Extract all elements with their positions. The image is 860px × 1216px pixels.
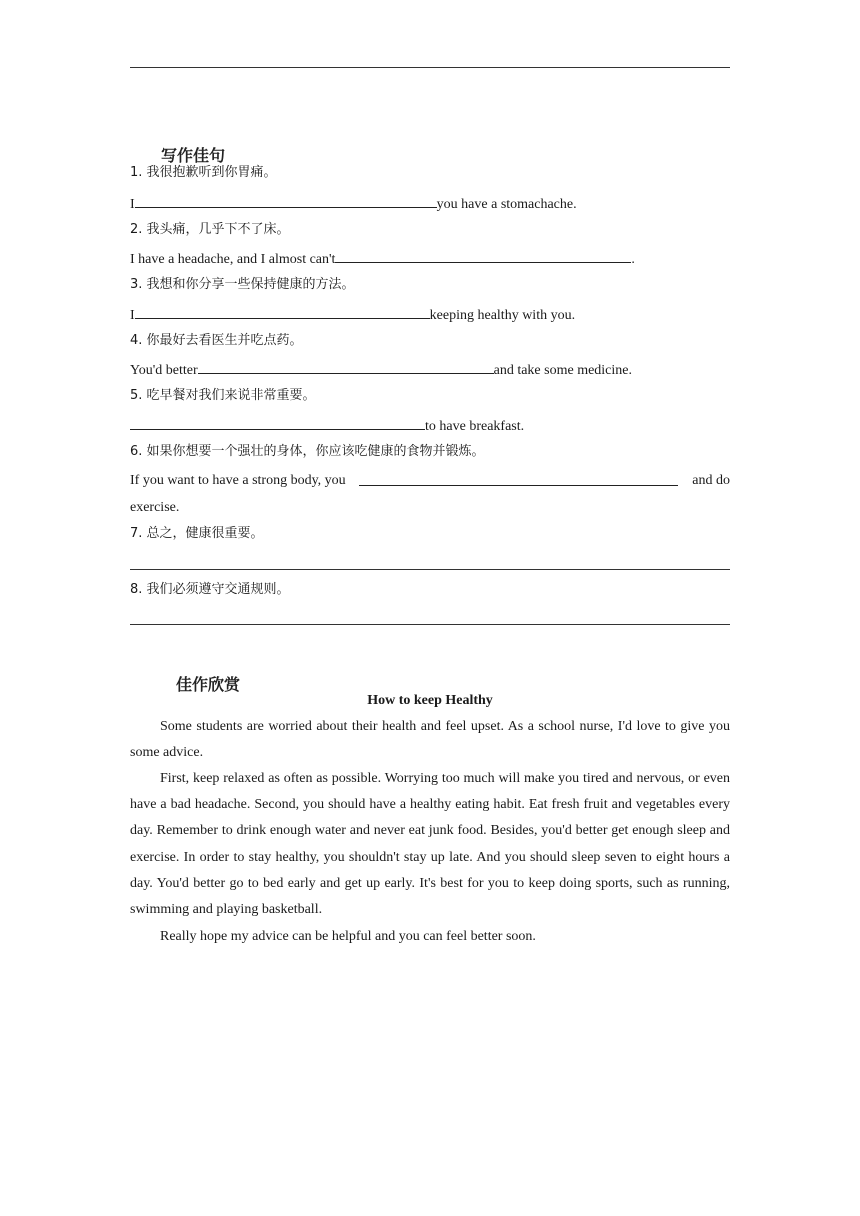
section-heading-good-sentences: 写作佳句 [161, 146, 226, 165]
prompt-1-lead: I [130, 197, 135, 212]
prompt-4-tail: and take some medicine. [493, 363, 633, 378]
prompt-2-english [130, 249, 730, 269]
prompt-7-chinese: 7. 总之，健康很重要。 [130, 526, 264, 541]
essay-title: How to keep Healthy [367, 693, 493, 708]
prompt-4-english [130, 360, 730, 380]
prompt-8-chinese: 8. 我们必须遵守交通规则。 [130, 582, 290, 597]
prompt-3-tail: keeping healthy with you. [429, 308, 576, 323]
answer-blank-3[interactable] [135, 305, 430, 319]
prompt-4-lead: You'd better [130, 363, 198, 378]
prompt-4-chinese: 4. 你最好去看医生并吃点药。 [130, 333, 303, 348]
essay-paragraph-3: Really hope my advice can be helpful and you can feel better soon. [160, 929, 536, 944]
prompt-6-lead: If you want to have a strong body, you [130, 473, 346, 488]
section-heading-model-essay: 佳作欣赏 [176, 675, 241, 694]
prompt-3-english [130, 305, 730, 325]
prompt-2-chinese: 2. 我头痛，几乎下不了床。 [130, 222, 290, 237]
answer-blank-6[interactable] [359, 472, 678, 486]
prompt-2-tail: . [631, 252, 635, 267]
essay-paragraph-2: First, keep relaxed as often as possible. Worrying too much will make you tired and nervous, or even have a bad headache. Second, you should have a healthy eating habit. Eat fresh fruit and vegetables every day. Remember to drink enough water and never eat junk food. Besides, you'd better get enough sleep and exercise. In order to stay healthy, you shouldn't stay up late. And you should sleep seven to eight hours a day. You'd better go to bed early and get up early. It's best for you to keep doing sports, such as running, swimming and playing basketball. [130, 771, 730, 918]
prompt-1-chinese: 1. 我很抱歉听到你胃痛。 [130, 165, 277, 180]
prompt-3-lead: I [130, 308, 135, 323]
prompt-6-english [130, 472, 730, 490]
answer-line-7[interactable] [130, 569, 730, 570]
answer-line-8[interactable] [130, 624, 730, 625]
answer-blank-1[interactable] [135, 194, 437, 208]
answer-blank-2[interactable] [335, 249, 631, 263]
prompt-6-tail: and do [692, 473, 730, 488]
prompt-3-chinese: 3. 我想和你分享一些保持健康的方法。 [130, 277, 355, 292]
answer-blank-4[interactable] [198, 360, 494, 374]
header-rule [130, 67, 730, 68]
essay-paragraph-1: Some students are worried about their health and feel upset. As a school nurse, I'd love to give you some advice. [130, 719, 730, 761]
prompt-5-chinese: 5. 吃早餐对我们来说非常重要。 [130, 388, 316, 403]
prompt-6-continuation: exercise. [130, 500, 180, 515]
answer-blank-5[interactable] [130, 416, 425, 430]
prompt-1-english [130, 194, 730, 214]
prompt-2-lead: I have a headache, and I almost can't [130, 252, 336, 267]
prompt-5-english [130, 416, 730, 436]
prompt-6-chinese: 6. 如果你想要一个强壮的身体，你应该吃健康的食物并锻炼。 [130, 444, 485, 459]
prompt-1-tail: you have a stomachache. [436, 197, 577, 212]
prompt-5-tail: to have breakfast. [425, 419, 525, 434]
